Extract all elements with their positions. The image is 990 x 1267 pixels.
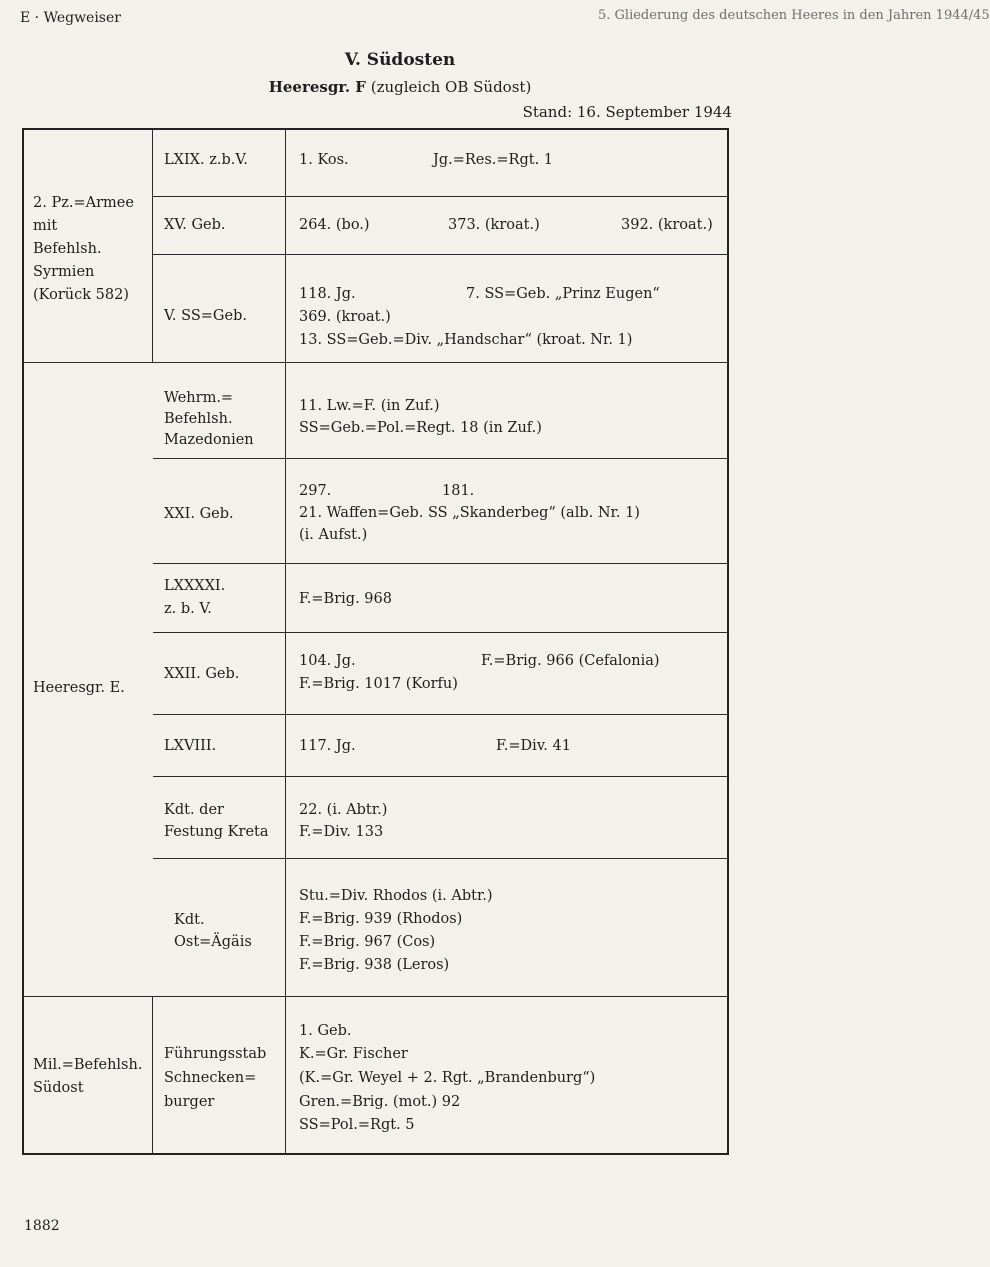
mil-befehlsh-line-1: Mil.=Befehlsh. (33, 1057, 143, 1073)
order-of-battle-table (22, 128, 729, 1155)
col-divider-2 (285, 129, 286, 1154)
xxii-unit-1: 104. Jg. (299, 653, 356, 669)
col-divider-1-bottom (152, 996, 153, 1154)
row-rule-heeresgr-e (23, 996, 729, 997)
row-rule-lxxxxi (153, 632, 729, 633)
row-rule-lxix (153, 196, 729, 197)
v-ss-unit-3: 369. (kroat.) (299, 309, 391, 325)
corps-xv: XV. Geb. (164, 217, 226, 233)
col-divider-1-top (152, 129, 153, 362)
page-number: 1882 (24, 1218, 60, 1234)
aegis-unit-4: F.=Brig. 938 (Leros) (299, 957, 450, 973)
fuehrungsstab-unit-3: (K.=Gr. Weyel + 2. Rgt. „Brandenburg“) (299, 1070, 596, 1086)
xxi-unit-1: 297. (299, 483, 332, 499)
kreta-unit-2: F.=Div. 133 (299, 824, 384, 840)
xv-unit-1: 264. (bo.) (299, 217, 370, 233)
aegis-line-1: Kdt. (174, 912, 205, 928)
fuehrungsstab-line-3: burger (164, 1094, 215, 1110)
subtitle-note: (zugleich OB Südost) (365, 78, 532, 96)
lxix-unit-1: 1. Kos. (299, 152, 349, 168)
xv-unit-3: 392. (kroat.) (621, 217, 713, 233)
corps-v-ss: V. SS=Geb. (164, 308, 247, 324)
aegis-line-2: Ost=Ägäis (174, 934, 252, 950)
v-ss-unit-1: 118. Jg. (299, 286, 356, 302)
heeresgr-e-label: Heeresgr. E. (33, 680, 125, 696)
aegis-unit-2: F.=Brig. 939 (Rhodos) (299, 911, 463, 927)
row-rule-xv (153, 254, 729, 255)
pz-armee-line-3: Befehlsh. (33, 241, 102, 257)
pz-armee-line-1: 2. Pz.=Armee (33, 195, 134, 211)
aegis-unit-1: Stu.=Div. Rhodos (i. Abtr.) (299, 888, 493, 904)
wehrm-unit-2: SS=Geb.=Pol.=Regt. 18 (in Zuf.) (299, 420, 542, 436)
running-head: E · Wegweiser (20, 10, 121, 26)
xv-unit-2: 373. (kroat.) (448, 217, 540, 233)
kreta-line-2: Festung Kreta (164, 824, 269, 840)
xxii-unit-3: F.=Brig. 1017 (Korfu) (299, 676, 458, 692)
fuehrungsstab-line-1: Führungsstab (164, 1046, 267, 1062)
lxix-unit-2: Jg.=Res.=Rgt. 1 (433, 152, 554, 168)
v-ss-unit-2: 7. SS=Geb. „Prinz Eugen“ (466, 286, 660, 302)
lxviii-unit-2: F.=Div. 41 (496, 738, 571, 754)
wehrm-line-2: Befehlsh. (164, 411, 233, 427)
bleed-through-text: 5. Gliederung des deutschen Heeres in den Jahren 1944/45 (598, 8, 990, 23)
row-rule-xxii (153, 714, 729, 715)
fuehrungsstab-unit-4: Gren.=Brig. (mot.) 92 (299, 1094, 461, 1110)
pz-armee-line-2: mit (33, 218, 58, 234)
kreta-unit-1: 22. (i. Abtr.) (299, 802, 388, 818)
corps-xxii: XXII. Geb. (164, 666, 240, 682)
subtitle-army-group: Heeresgr. F (268, 78, 366, 96)
xxi-unit-3: 21. Waffen=Geb. SS „Skanderbeg“ (alb. Nr. 1) (299, 505, 640, 521)
row-rule-kreta (153, 858, 729, 859)
section-title: V. Südosten (344, 50, 456, 70)
corps-lxviii: LXVIII. (164, 738, 217, 754)
fuehrungsstab-unit-5: SS=Pol.=Rgt. 5 (299, 1117, 415, 1133)
xxi-unit-2: 181. (442, 483, 475, 499)
wehrm-line-1: Wehrm.= (164, 390, 234, 406)
lxviii-unit-1: 117. Jg. (299, 738, 356, 754)
v-ss-unit-4: 13. SS=Geb.=Div. „Handschar“ (kroat. Nr. 1) (299, 332, 633, 348)
wehrm-unit-1: 11. Lw.=F. (in Zuf.) (299, 398, 440, 414)
date-stand: Stand: 16. September 1944 (522, 103, 732, 121)
row-rule-wehrm (153, 458, 729, 459)
section-subtitle (0, 78, 800, 96)
xxi-unit-4: (i. Aufst.) (299, 527, 368, 543)
mil-befehlsh-line-2: Südost (33, 1080, 84, 1096)
fuehrungsstab-unit-2: K.=Gr. Fischer (299, 1046, 408, 1062)
fuehrungsstab-unit-1: 1. Geb. (299, 1023, 352, 1039)
row-rule-lxviii (153, 776, 729, 777)
pz-armee-line-4: Syrmien (33, 264, 95, 280)
wehrm-line-3: Mazedonien (164, 432, 254, 448)
kreta-line-1: Kdt. der (164, 802, 224, 818)
fuehrungsstab-line-2: Schnecken= (164, 1070, 257, 1086)
lxxxxi-unit-1: F.=Brig. 968 (299, 591, 392, 607)
corps-xxi: XXI. Geb. (164, 506, 234, 522)
corps-lxix: LXIX. z.b.V. (164, 152, 248, 168)
row-rule-xxi (153, 563, 729, 564)
xxii-unit-2: F.=Brig. 966 (Cefalonia) (481, 653, 660, 669)
corps-lxxxxi-line-1: LXXXXI. (164, 578, 226, 594)
corps-lxxxxi-line-2: z. b. V. (164, 601, 212, 617)
row-rule-pz-armee (23, 362, 729, 363)
pz-armee-line-5: (Korück 582) (33, 287, 129, 303)
aegis-unit-3: F.=Brig. 967 (Cos) (299, 934, 436, 950)
